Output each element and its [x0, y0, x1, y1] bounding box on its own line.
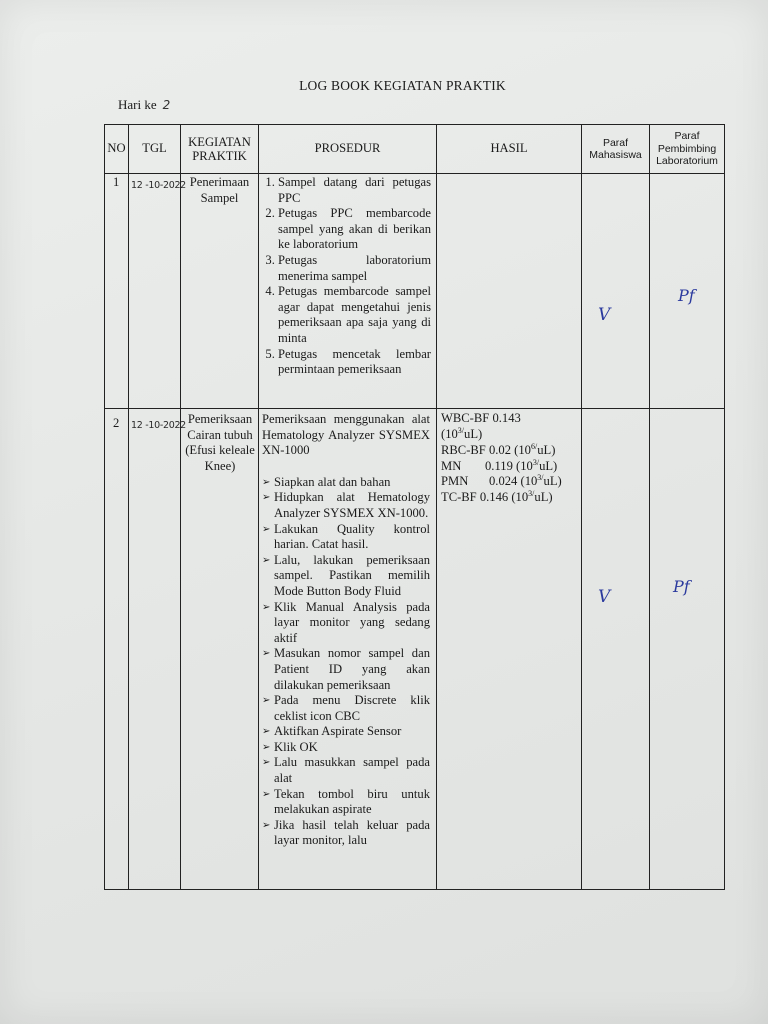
- result-unit-end: uL): [543, 474, 562, 489]
- page-title: LOG BOOK KEGIATAN PRAKTIK: [299, 78, 506, 93]
- row1-no: 1: [113, 175, 120, 189]
- result-unit: (10: [514, 443, 531, 458]
- header-no: NO: [107, 141, 126, 156]
- result-unit: (10: [516, 458, 533, 473]
- list-item: ➢ Masukan nomor sampel dan Patient ID yang akan dilakukan pemeriksaan: [262, 646, 430, 693]
- header-kegiatan: KEGIATAN PRAKTIK: [188, 135, 251, 163]
- result-exp: 3/: [532, 457, 540, 467]
- list-item: ➢ Siapkan alat dan bahan: [262, 475, 430, 491]
- result-exp: 6/: [530, 442, 538, 451]
- list-item: 3. Petugas laboratorium menerima sampel: [278, 253, 431, 284]
- list-item: ➢ Pada menu Discrete klik ceklist icon CBC: [262, 693, 430, 724]
- header-paraf-mahasiswa: Paraf Mahasiswa: [589, 136, 642, 161]
- result-unit: (10: [441, 426, 458, 441]
- header-paraf-pembimbing: Paraf Pembimbing Laboratorium: [656, 130, 718, 168]
- row2-intro: Pemeriksaan menggunakan alat Hematology Analyzer SYSMEX XN-1000: [262, 412, 430, 458]
- list-item: ➢ Lalu masukkan sampel pada alat: [262, 755, 430, 786]
- list-item: ➢ Lalu, lakukan pemeriksaan sampel. Pastikan memilih Mode Button Body Fluid: [262, 553, 430, 600]
- row1-tgl: 12 -10-2022: [131, 180, 186, 191]
- list-item: ➢ Klik OK: [262, 740, 430, 756]
- result-value: 0.02: [488, 443, 512, 458]
- row2-hasil: [441, 411, 579, 506]
- result-value: 0.143: [492, 411, 521, 425]
- result-value: 0.119: [485, 458, 513, 473]
- result-unit: (10: [511, 489, 529, 504]
- result-param: TC-BF: [441, 489, 477, 504]
- list-item: ➢ Lakukan Quality kontrol harian. Catat hasil.: [262, 522, 430, 553]
- result-mn: [441, 459, 579, 475]
- row2-paraf-mahasiswa: V: [598, 587, 611, 607]
- row2-paraf-pembimbing: Pf: [673, 577, 690, 596]
- list-item: ➢ Aktifkan Aspirate Sensor: [262, 724, 430, 740]
- result-unit-end: uL): [539, 458, 558, 473]
- row1-paraf-pembimbing: Pf: [678, 286, 695, 305]
- result-unit-end: uL): [464, 426, 483, 441]
- list-item: 2. Petugas PPC membarcode sampel yang akan di berikan ke laboratorium: [278, 206, 431, 253]
- hari-value: 2: [162, 98, 171, 112]
- row1-prosedur: [260, 175, 431, 378]
- result-value: 0.024: [489, 474, 518, 489]
- header-prosedur: PROSEDUR: [314, 141, 381, 156]
- result-wbc: [441, 411, 579, 427]
- result-param: RBC-BF: [441, 443, 486, 458]
- result-param: MN: [441, 458, 462, 473]
- list-item: 5. Petugas mencetak lembar permintaan pemeriksaan: [278, 347, 431, 378]
- list-item: ➢ Klik Manual Analysis pada layar monitor yang sedang aktif: [262, 600, 430, 647]
- hari-label: Hari ke: [118, 97, 157, 112]
- result-value: 0.146: [479, 489, 509, 504]
- row1-paraf-mahasiswa: V: [598, 305, 611, 325]
- list-item: ➢ Tekan tombol biru untuk melakukan aspirate: [262, 787, 430, 818]
- result-unit: (10: [520, 474, 538, 489]
- result-wbc-unit: [441, 427, 579, 443]
- header-hasil: HASIL: [490, 141, 528, 156]
- result-pmn: [441, 474, 579, 490]
- row2-prosedur: [262, 412, 430, 849]
- list-item: ➢ Hidupkan alat Hematology Analyzer SYSMEX XN-1000.: [262, 490, 430, 521]
- result-rbc: [441, 443, 579, 459]
- result-unit-end: uL): [534, 489, 553, 504]
- result-tc: [441, 490, 579, 506]
- result-unit-end: uL): [537, 443, 556, 458]
- list-item: 4. Petugas membarcode sampel agar dapat mengetahui jenis pemeriksaan apa saja yang di minta: [278, 284, 431, 346]
- list-item: ➢ Jika hasil telah keluar pada layar monitor, lalu: [262, 818, 430, 849]
- list-item: 1. Sampel datang dari petugas PPC: [278, 175, 431, 206]
- row2-kegiatan: Pemeriksaan Cairan tubuh (Efusi keleale Knee): [185, 412, 255, 473]
- row1-kegiatan: Penerimaan Sampel: [189, 175, 250, 205]
- result-exp: 3/: [457, 425, 465, 435]
- result-param: WBC-BF: [441, 411, 490, 425]
- header-tgl: TGL: [142, 141, 167, 156]
- result-exp: 3/: [537, 473, 544, 483]
- result-exp: 3/: [528, 488, 535, 498]
- hari-ke: [118, 97, 170, 113]
- row2-no: 2: [113, 416, 120, 430]
- result-param: PMN: [441, 474, 469, 489]
- row2-tgl: 12 -10-2022: [131, 420, 186, 431]
